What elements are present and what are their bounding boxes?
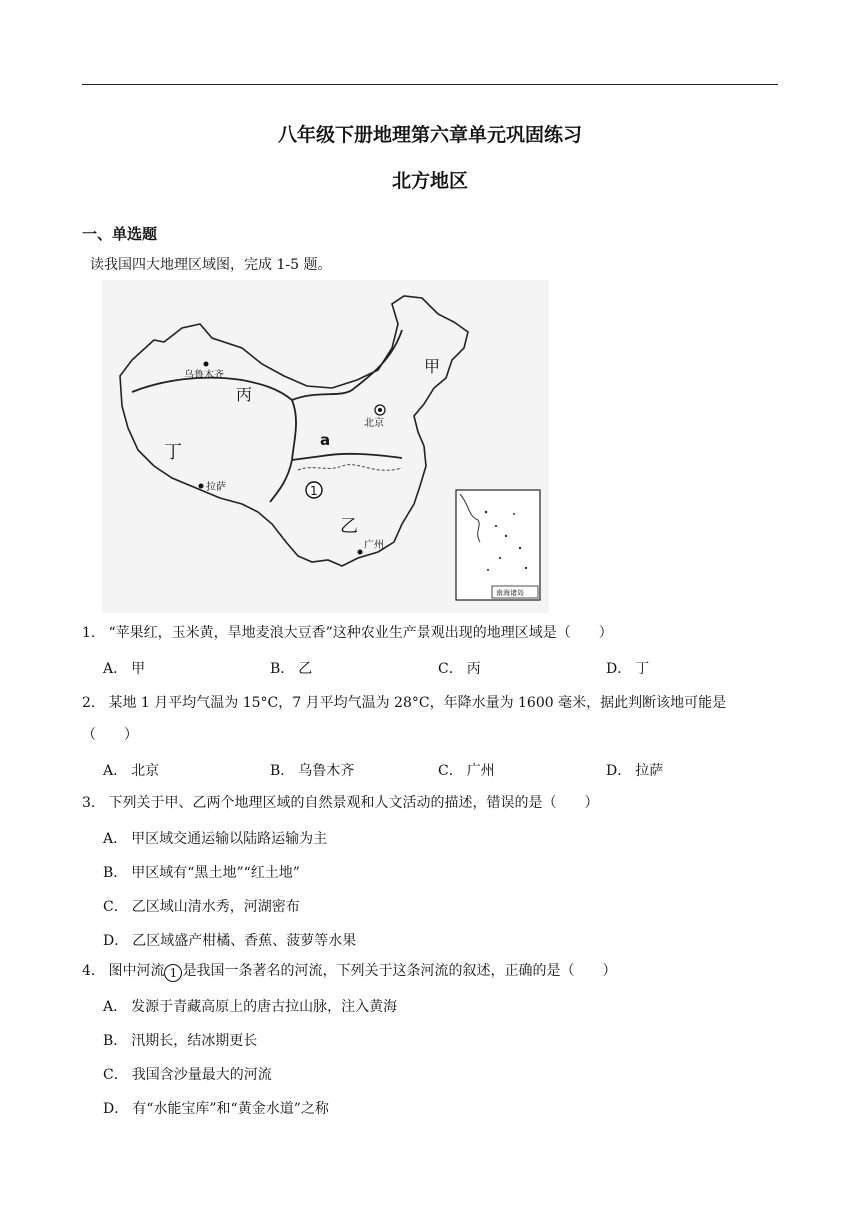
question-1 bbox=[82, 622, 613, 644]
option-a[interactable] bbox=[103, 760, 159, 780]
label-a: a bbox=[320, 431, 331, 449]
option-b[interactable] bbox=[103, 1030, 257, 1050]
option-c[interactable] bbox=[438, 760, 495, 780]
question-text-after: 是我国一条著名的河流，下列关于这条河流的叙述，正确的是（ ） bbox=[182, 963, 617, 979]
option-label: D． bbox=[103, 933, 129, 949]
question-text-before: 图中河流 bbox=[108, 963, 165, 979]
question-number: 4． bbox=[82, 963, 105, 979]
label-guangzhou: 广州 bbox=[364, 540, 384, 551]
river-1 bbox=[298, 465, 402, 471]
question-2 bbox=[82, 692, 726, 714]
label-inset: 南海诸岛 bbox=[496, 589, 524, 597]
question-text: 某地 1 月平均气温为 15°C，7 月平均气温为 28°C，年降水量为 1600 毫米，据此判断该地可能是 bbox=[108, 695, 727, 711]
river-marker-label: 1 bbox=[310, 484, 318, 498]
option-b[interactable] bbox=[103, 862, 300, 882]
boundary-north-south bbox=[292, 454, 402, 460]
option-label: B． bbox=[270, 763, 295, 779]
page-title: 八年级下册地理第六章单元巩固练习 bbox=[277, 124, 582, 146]
question-3 bbox=[82, 792, 598, 814]
option-c[interactable] bbox=[103, 896, 300, 916]
river-circled-number: 1 bbox=[164, 964, 182, 982]
option-b[interactable] bbox=[270, 760, 354, 780]
section-heading: 一、单选题 bbox=[82, 225, 158, 243]
option-b[interactable] bbox=[270, 658, 312, 678]
question-text: 下列关于甲、乙两个地理区域的自然景观和人文活动的描述，错误的是（ ） bbox=[108, 795, 599, 811]
urumqi-dot bbox=[204, 362, 209, 367]
page-subtitle: 北方地区 bbox=[391, 170, 468, 192]
option-label: A． bbox=[103, 999, 128, 1015]
option-label: D． bbox=[103, 1101, 129, 1117]
option-text: 甲区域有“黑土地”“红土地” bbox=[131, 865, 300, 881]
option-label: B． bbox=[103, 1033, 128, 1049]
option-text: 乙 bbox=[298, 661, 313, 677]
option-c[interactable] bbox=[103, 1064, 272, 1084]
label-lhasa: 拉萨 bbox=[206, 482, 226, 493]
option-a[interactable] bbox=[103, 996, 397, 1016]
option-text: 乙区域山清水秀，河湖密布 bbox=[131, 899, 300, 915]
option-text: 有“水能宝库”和“黄金水道”之称 bbox=[132, 1101, 329, 1117]
china-regions-map bbox=[102, 280, 549, 613]
option-text: 丁 bbox=[635, 661, 650, 677]
label-jia: 甲 bbox=[424, 357, 441, 376]
lhasa-dot bbox=[199, 484, 204, 489]
option-label: A． bbox=[103, 661, 128, 677]
boundary-plateau bbox=[270, 400, 296, 502]
option-label: D． bbox=[606, 661, 632, 677]
option-label: C． bbox=[438, 763, 463, 779]
label-ding: 丁 bbox=[164, 442, 182, 463]
option-label: B． bbox=[270, 661, 295, 677]
china-outline bbox=[120, 296, 468, 566]
option-c[interactable] bbox=[438, 658, 481, 678]
beijing-dot-inner bbox=[378, 408, 382, 412]
option-text: 我国含沙量最大的河流 bbox=[131, 1067, 272, 1083]
option-label: D． bbox=[606, 763, 632, 779]
label-urumqi: 乌鲁木齐 bbox=[184, 370, 224, 381]
label-bing: 丙 bbox=[236, 385, 253, 404]
option-text: 甲 bbox=[131, 661, 146, 677]
question-text: “苹果红，玉米黄，旱地麦浪大豆香”这种农业生产景观出现的地理区域是（ ） bbox=[108, 625, 613, 641]
boundary-northeast bbox=[292, 330, 402, 400]
option-d[interactable] bbox=[606, 760, 663, 780]
option-label: C． bbox=[438, 661, 463, 677]
option-d[interactable] bbox=[103, 1098, 329, 1118]
option-label: C． bbox=[103, 899, 128, 915]
question-number: 2． bbox=[82, 695, 105, 711]
option-label: A． bbox=[103, 763, 128, 779]
option-text: 拉萨 bbox=[635, 763, 664, 779]
question-4 bbox=[82, 960, 616, 982]
map-svg bbox=[102, 280, 549, 613]
question-blank: （ ） bbox=[82, 727, 138, 743]
option-d[interactable] bbox=[103, 930, 356, 950]
option-text: 乌鲁木齐 bbox=[298, 763, 355, 779]
option-label: C． bbox=[103, 1067, 128, 1083]
label-yi: 乙 bbox=[340, 516, 358, 537]
option-d[interactable] bbox=[606, 658, 649, 678]
option-text: 甲区域交通运输以陆路运输为主 bbox=[131, 831, 328, 847]
header-rule bbox=[82, 84, 778, 85]
guangzhou-dot bbox=[358, 550, 363, 555]
inset-box bbox=[456, 490, 540, 600]
question-number: 3． bbox=[82, 795, 105, 811]
option-a[interactable] bbox=[103, 658, 145, 678]
question-2-cont bbox=[82, 724, 138, 746]
option-text: 广州 bbox=[466, 763, 495, 779]
option-text: 丙 bbox=[466, 661, 481, 677]
option-label: B． bbox=[103, 865, 128, 881]
option-text: 北京 bbox=[131, 763, 160, 779]
label-beijing: 北京 bbox=[364, 418, 384, 429]
option-text: 发源于青藏高原上的唐古拉山脉，注入黄海 bbox=[131, 999, 398, 1015]
option-label: A． bbox=[103, 831, 128, 847]
option-text: 乙区域盛产柑橘、香蕉、菠萝等水果 bbox=[132, 933, 357, 949]
section-intro: 读我国四大地理区域图，完成 1-5 题。 bbox=[90, 257, 332, 273]
option-text: 汛期长，结冰期更长 bbox=[131, 1033, 258, 1049]
option-a[interactable] bbox=[103, 828, 327, 848]
question-number: 1． bbox=[82, 625, 105, 641]
